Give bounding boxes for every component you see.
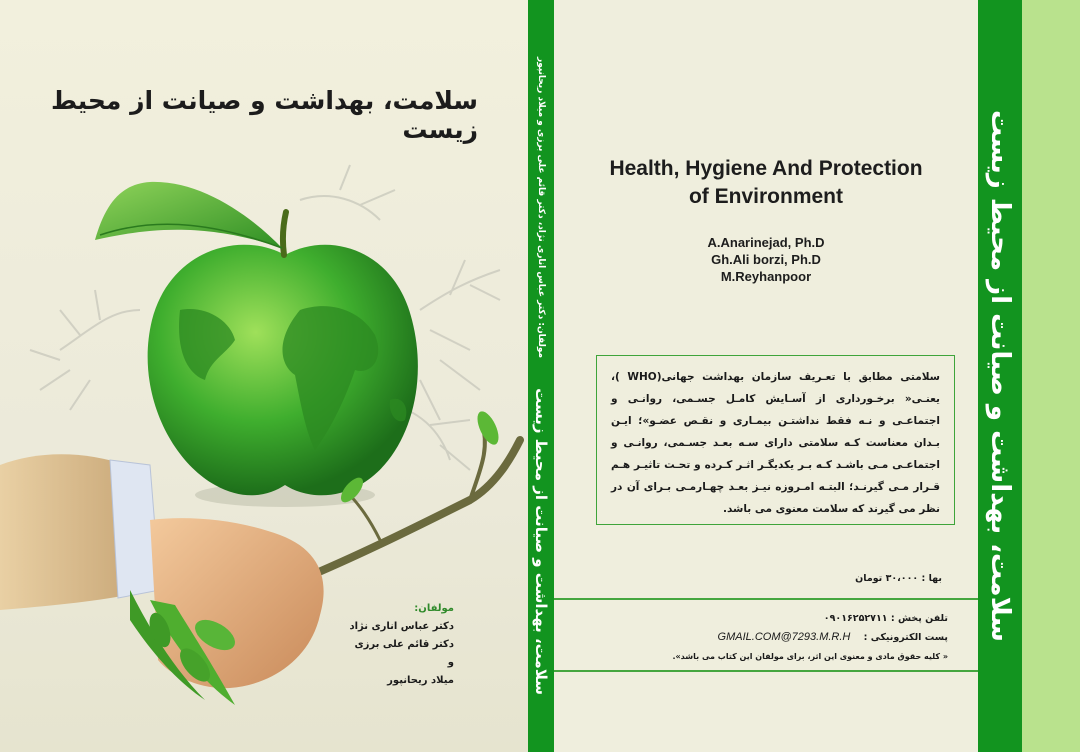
author-3: میلاد ریحانپور (387, 675, 454, 686)
english-author-3: M.Reyhanpoor (720, 269, 812, 284)
author-conjunction: و (447, 657, 454, 668)
author-2: دکتر قائم على برزی (354, 639, 454, 650)
spine-authors: مولفان: دکتر عباس انارى نژاد، دکتر قائم علی برزی و میلاد ریحانپور (536, 57, 546, 359)
back-cover (554, 0, 978, 752)
distribution-phone: تلفن پخش : ۰۹۰۱۶۲۵۲۷۱۱ (823, 613, 948, 624)
english-author-2: Gh.Ali borzi, Ph.D (711, 252, 821, 267)
contact-info (558, 609, 948, 666)
front-title: سلامت، بهداشت و صیانت از محیط زیست (50, 86, 478, 144)
cover-edge (1022, 0, 1080, 752)
spine-title: سلامت، بهداشت و صیانت از محیط زیست (532, 388, 550, 695)
english-title (554, 155, 978, 211)
email-row (558, 628, 948, 647)
back-spine-title: سلامت، بهداشت و صیانت از محیط زیست (985, 110, 1015, 642)
english-authors (554, 234, 978, 285)
divider-bottom (554, 670, 978, 672)
author-1: دکتر عباس انارى نژاد (349, 621, 454, 632)
book-spine (528, 0, 554, 752)
spine-text (532, 57, 550, 695)
front-cover (0, 0, 528, 752)
apple-stem (283, 212, 286, 255)
email-address: GMAIL.COM@7293.M.R.H (717, 631, 851, 643)
branch-leaf (473, 408, 503, 447)
green-apple (148, 245, 418, 496)
english-author-1: A.Anarinejad, Ph.D (707, 235, 825, 250)
price-label: بها : ۳۰،۰۰۰ تومان (855, 573, 942, 584)
email-label: پست الکترونیکی : (863, 632, 948, 643)
english-title-line-2: of Environment (688, 185, 843, 208)
english-title-line-1: Health, Hygiene And Protection (609, 157, 923, 180)
rights-notice: « کلیه حقوق مادی و معنوی این اثر، برای مولفان این کتاب می باشد». (672, 652, 948, 661)
front-authors (274, 600, 454, 690)
divider-top (554, 598, 978, 600)
back-spine (978, 0, 1022, 752)
description-text: سلامتی مطابق با تعـریف سازمان بهداشت جهانی(WHO )، یعنـی« برخـورداری از آسـایش کامـل جسـمی، روانـی و اجتماعـی و نـه فقط نداشتـن بیمـاری و نقـص عضـو»؛ ایـن بـدان معناست کـه سلامتی دارای سـه بعـد جسـمی، روانـی و اجتماعـی مـی باشـد کـه بـر یکدیگـر اثـر کـرده و تحـت تاثیـر هـم قـرار مـی گیرنـد؛ البتـه امـروزه نیـز بعـد چهـارمـی بـرای آن در نظر می گیرند که سلامت معنوی می باشد. (611, 371, 940, 515)
authors-label: مولفان: (414, 603, 454, 614)
description-box (596, 355, 955, 525)
